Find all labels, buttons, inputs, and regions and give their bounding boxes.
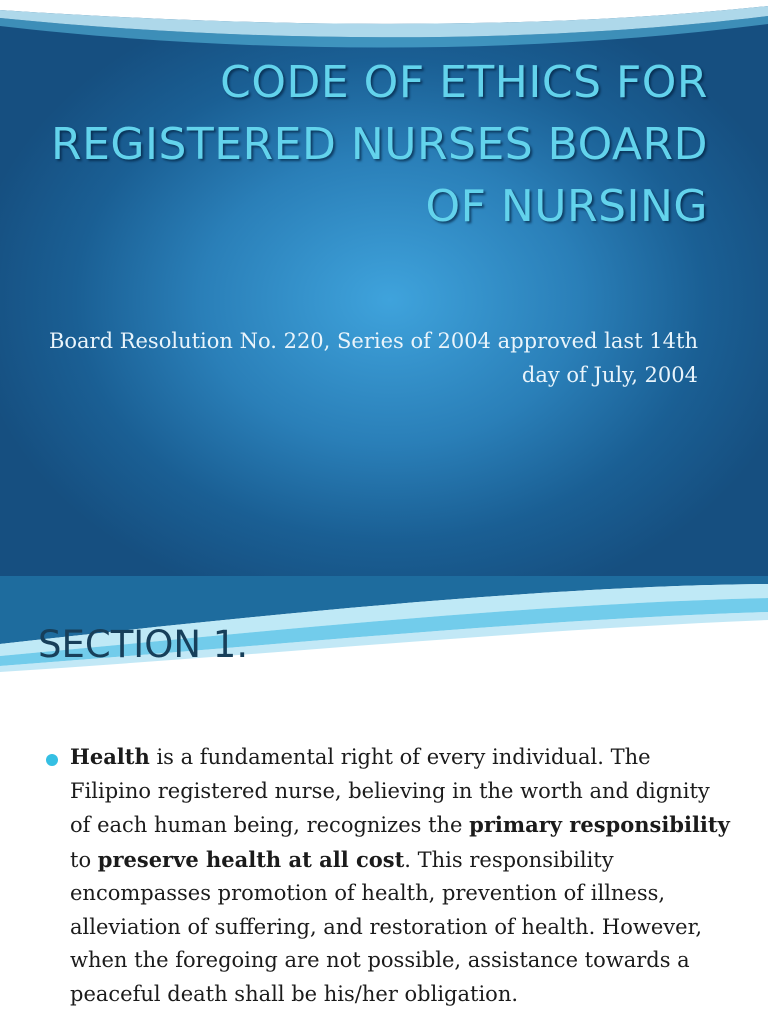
bullet-text: [70, 740, 734, 1011]
slide-subtitle: Board Resolution No. 220, Series of 2004 approved last 14th day of July, 2004: [48, 329, 698, 387]
bullet-item: [44, 740, 734, 1011]
section-slide: [0, 576, 768, 1024]
slide-title: CODE OF ETHICS FOR REGISTERED NURSES BOARD OF NURSING: [51, 57, 708, 232]
bullet-text-part: to: [70, 847, 98, 872]
term-preserve-health: preserve health at all cost: [97, 846, 405, 872]
bullet-list: [44, 740, 734, 1011]
term-primary-responsibility: primary responsibility: [469, 812, 730, 837]
bullet-text-part: is a fundamental right of every individual. The Filipino registered nurse, believing in the worth and dignity of each human being, recognizes the: [70, 745, 710, 837]
section-heading: SECTION 1.: [38, 623, 249, 666]
bullet-text-part: . This responsibility encompasses promotion of health, prevention of illness, alleviation of suffering, and restoration of health. However, when the foregoing are not possible, assistance towards a peaceful death shall be his/her obligation.: [70, 847, 702, 1006]
term-health: Health: [70, 744, 150, 769]
bullet-dot-icon: [46, 754, 58, 766]
